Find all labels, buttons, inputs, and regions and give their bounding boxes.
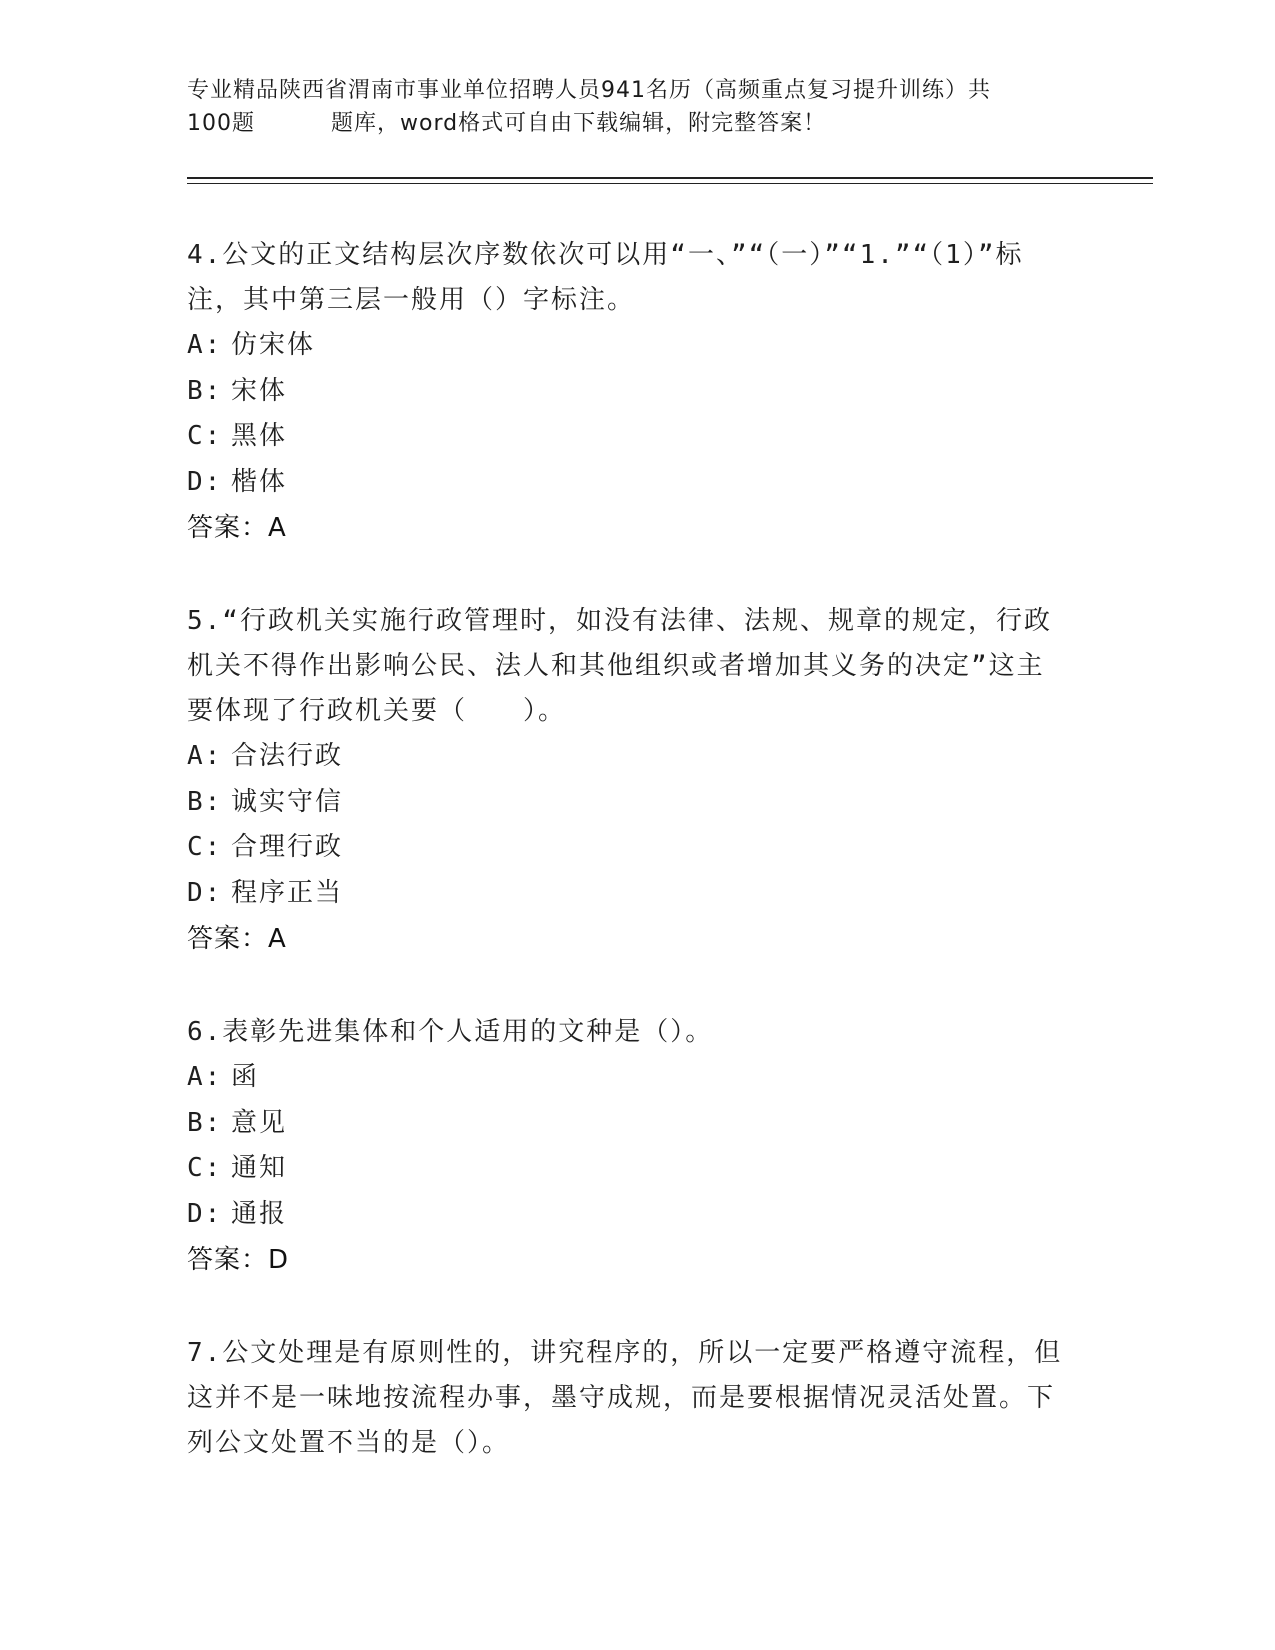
question-text: 5.“行政机关实施行政管理时，如没有法律、法规、规章的规定，行政机关不得作出影响公民、法人和其他组织或者增加其义务的决定”这主要体现了行政机关要（ ）。 [187, 606, 1052, 726]
option-text: 黑体 [231, 421, 288, 451]
question-list [187, 233, 1067, 1514]
question-5 [187, 599, 1067, 962]
option-c [187, 825, 1067, 871]
option-letter: A: [187, 330, 223, 360]
question-text: 4.公文的正文结构层次序数依次可以用“一、”“（一）”“1.”“（1）”标注，其中第三层一般用（）字标注。 [187, 240, 1024, 315]
answer: 答案：D [187, 1245, 290, 1275]
option-letter: D: [187, 1198, 223, 1229]
option-letter: B: [187, 1107, 223, 1138]
question-text: 7.公文处理是有原则性的，讲究程序的，所以一定要严格遵守流程，但这并不是一味地按流程办事，墨守成规，而是要根据情况灵活处置。下列公文处置不当的是（）。 [187, 1338, 1063, 1458]
header-description: 题库，word格式可自由下载编辑，附完整答案！ [331, 111, 827, 136]
option-b [187, 780, 1067, 826]
option-letter: B: [187, 375, 223, 406]
question-4 [187, 233, 1067, 551]
option-text: 意见 [231, 1107, 288, 1138]
question-7 [187, 1331, 1067, 1466]
option-c [187, 414, 1067, 460]
option-d [187, 1192, 1067, 1238]
header-count: 100题 [187, 111, 255, 136]
option-text: 楷体 [231, 466, 288, 497]
option-text: 仿宋体 [231, 330, 316, 360]
option-text: 通知 [231, 1153, 288, 1183]
answer: 答案：A [187, 924, 287, 954]
option-d [187, 460, 1067, 506]
header-divider-thin [187, 183, 1153, 184]
option-a [187, 1055, 1067, 1101]
option-b [187, 369, 1067, 415]
option-a [187, 323, 1067, 369]
option-text: 函 [231, 1062, 260, 1092]
option-letter: A: [187, 741, 223, 771]
option-letter: D: [187, 466, 223, 497]
option-text: 合法行政 [231, 741, 344, 771]
option-letter: D: [187, 877, 223, 908]
header-divider-thick [187, 177, 1153, 179]
question-text: 6.表彰先进集体和个人适用的文种是（）。 [187, 1017, 714, 1047]
option-a [187, 734, 1067, 780]
option-letter: C: [187, 421, 223, 451]
option-letter: A: [187, 1062, 223, 1092]
header-line-1: 专业精品陕西省渭南市事业单位招聘人员941名历（高频重点复习提升训练）共 [187, 78, 991, 103]
answer: 答案：A [187, 513, 287, 543]
option-letter: C: [187, 832, 223, 862]
option-letter: B: [187, 786, 223, 817]
option-text: 程序正当 [231, 877, 344, 908]
option-text: 诚实守信 [231, 786, 344, 817]
option-letter: C: [187, 1153, 223, 1183]
page-header [187, 74, 1067, 140]
option-b [187, 1101, 1067, 1147]
question-6 [187, 1010, 1067, 1283]
option-text: 合理行政 [231, 832, 344, 862]
option-text: 通报 [231, 1198, 288, 1229]
option-c [187, 1146, 1067, 1192]
option-d [187, 871, 1067, 917]
header-line-2 [187, 107, 1067, 140]
option-text: 宋体 [231, 375, 288, 406]
